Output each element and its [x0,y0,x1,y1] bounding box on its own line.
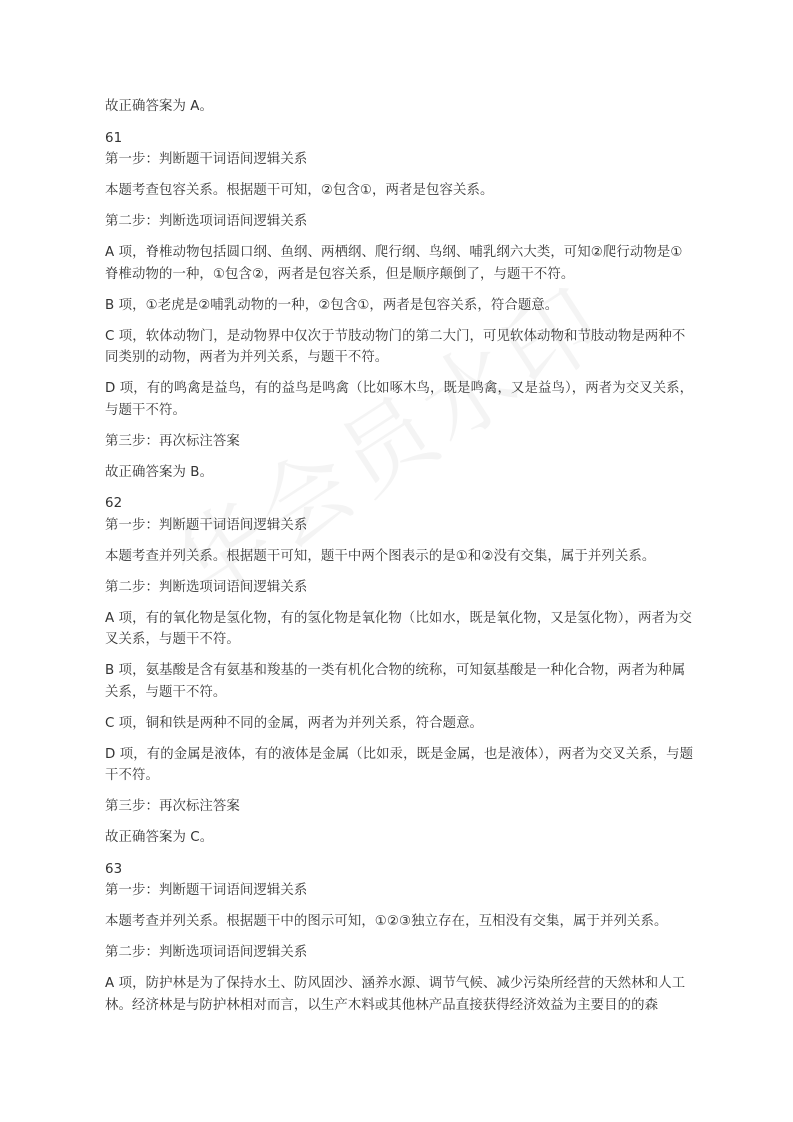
paragraph: C 项，软体动物门，是动物界中仅次于节肢动物门的第二大门，可见软体动物和节肢动物是两种不同类别的动物，两者为并列关系，与题干不符。 [105,328,686,365]
paragraph: A 项，防护林是为了保持水土、防风固沙、涵养水源、调节气候、减少污染所经营的天然林和人工林。经济林是与防护林相对而言，以生产木料或其他林产品直接获得经济效益为主要目的的森 [105,976,686,1013]
question-number: 62 [105,496,123,511]
step-heading: 第三步：再次标注答案 [105,433,240,449]
paragraph: B 项，①老虎是②哺乳动物的一种，②包含①，两者是包容关系，符合题意。 [105,297,559,313]
document-body [105,96,695,1026]
paragraph: D 项，有的鸣禽是益鸟，有的益鸟是鸣禽（比如啄木鸟，既是鸣禽，又是益鸟），两者为交叉关系，与题干不符。 [105,381,694,418]
paragraph: 故正确答案为 C。 [105,830,214,845]
paragraph: 故正确答案为 B。 [105,464,214,480]
paragraph: A 项，脊椎动物包括圆口纲、鱼纲、两栖纲、爬行纲、鸟纲、哺乳纲六大类，可知②爬行动物是①脊椎动物的一种，①包含②，两者是包容关系，但是顺序颠倒了，与题干不符。 [105,245,683,282]
question-number: 61 [105,130,123,146]
step-heading: 第二步：判断选项词语间逻辑关系 [105,579,308,595]
step-heading: 第一步：判断题干词语间逻辑关系 [105,152,308,167]
question-number: 63 [105,861,123,877]
step-heading: 第一步：判断题干词语间逻辑关系 [105,517,308,533]
step-heading: 第二步：判断选项词语间逻辑关系 [105,214,308,229]
paragraph: 本题考查包容关系。根据题干可知，②包含①，两者是包容关系。 [105,183,494,198]
paragraph: 故正确答案为 A。 [105,99,214,114]
step-heading: 第一步：判断题干词语间逻辑关系 [105,883,308,898]
paragraph: C 项，铜和铁是两种不同的金属，两者为并列关系，符合题意。 [105,715,484,731]
paragraph: B 项，氨基酸是含有氨基和羧基的一类有机化合物的统称，可知氨基酸是一种化合物，两者为种属关系，与题干不符。 [105,663,686,700]
step-heading: 第三步：再次标注答案 [105,799,240,814]
step-heading: 第二步：判断选项词语间逻辑关系 [105,945,308,960]
paragraph: 本题考查并列关系。根据题干中的图示可知，①②③独立存在，互相没有交集，属于并列关系。 [105,914,668,929]
paragraph: A 项，有的氧化物是氢化物，有的氢化物是氧化物（比如水，既是氧化物，又是氢化物），两者为交叉关系，与题干不符。 [105,610,693,647]
paragraph: 本题考查并列关系。根据题干可知，题干中两个图表示的是①和②没有交集，属于并列关系。 [105,548,656,564]
paragraph: D 项，有的金属是液体，有的液体是金属（比如汞，既是金属，也是液体），两者为交叉关系，与题干不符。 [105,746,694,783]
